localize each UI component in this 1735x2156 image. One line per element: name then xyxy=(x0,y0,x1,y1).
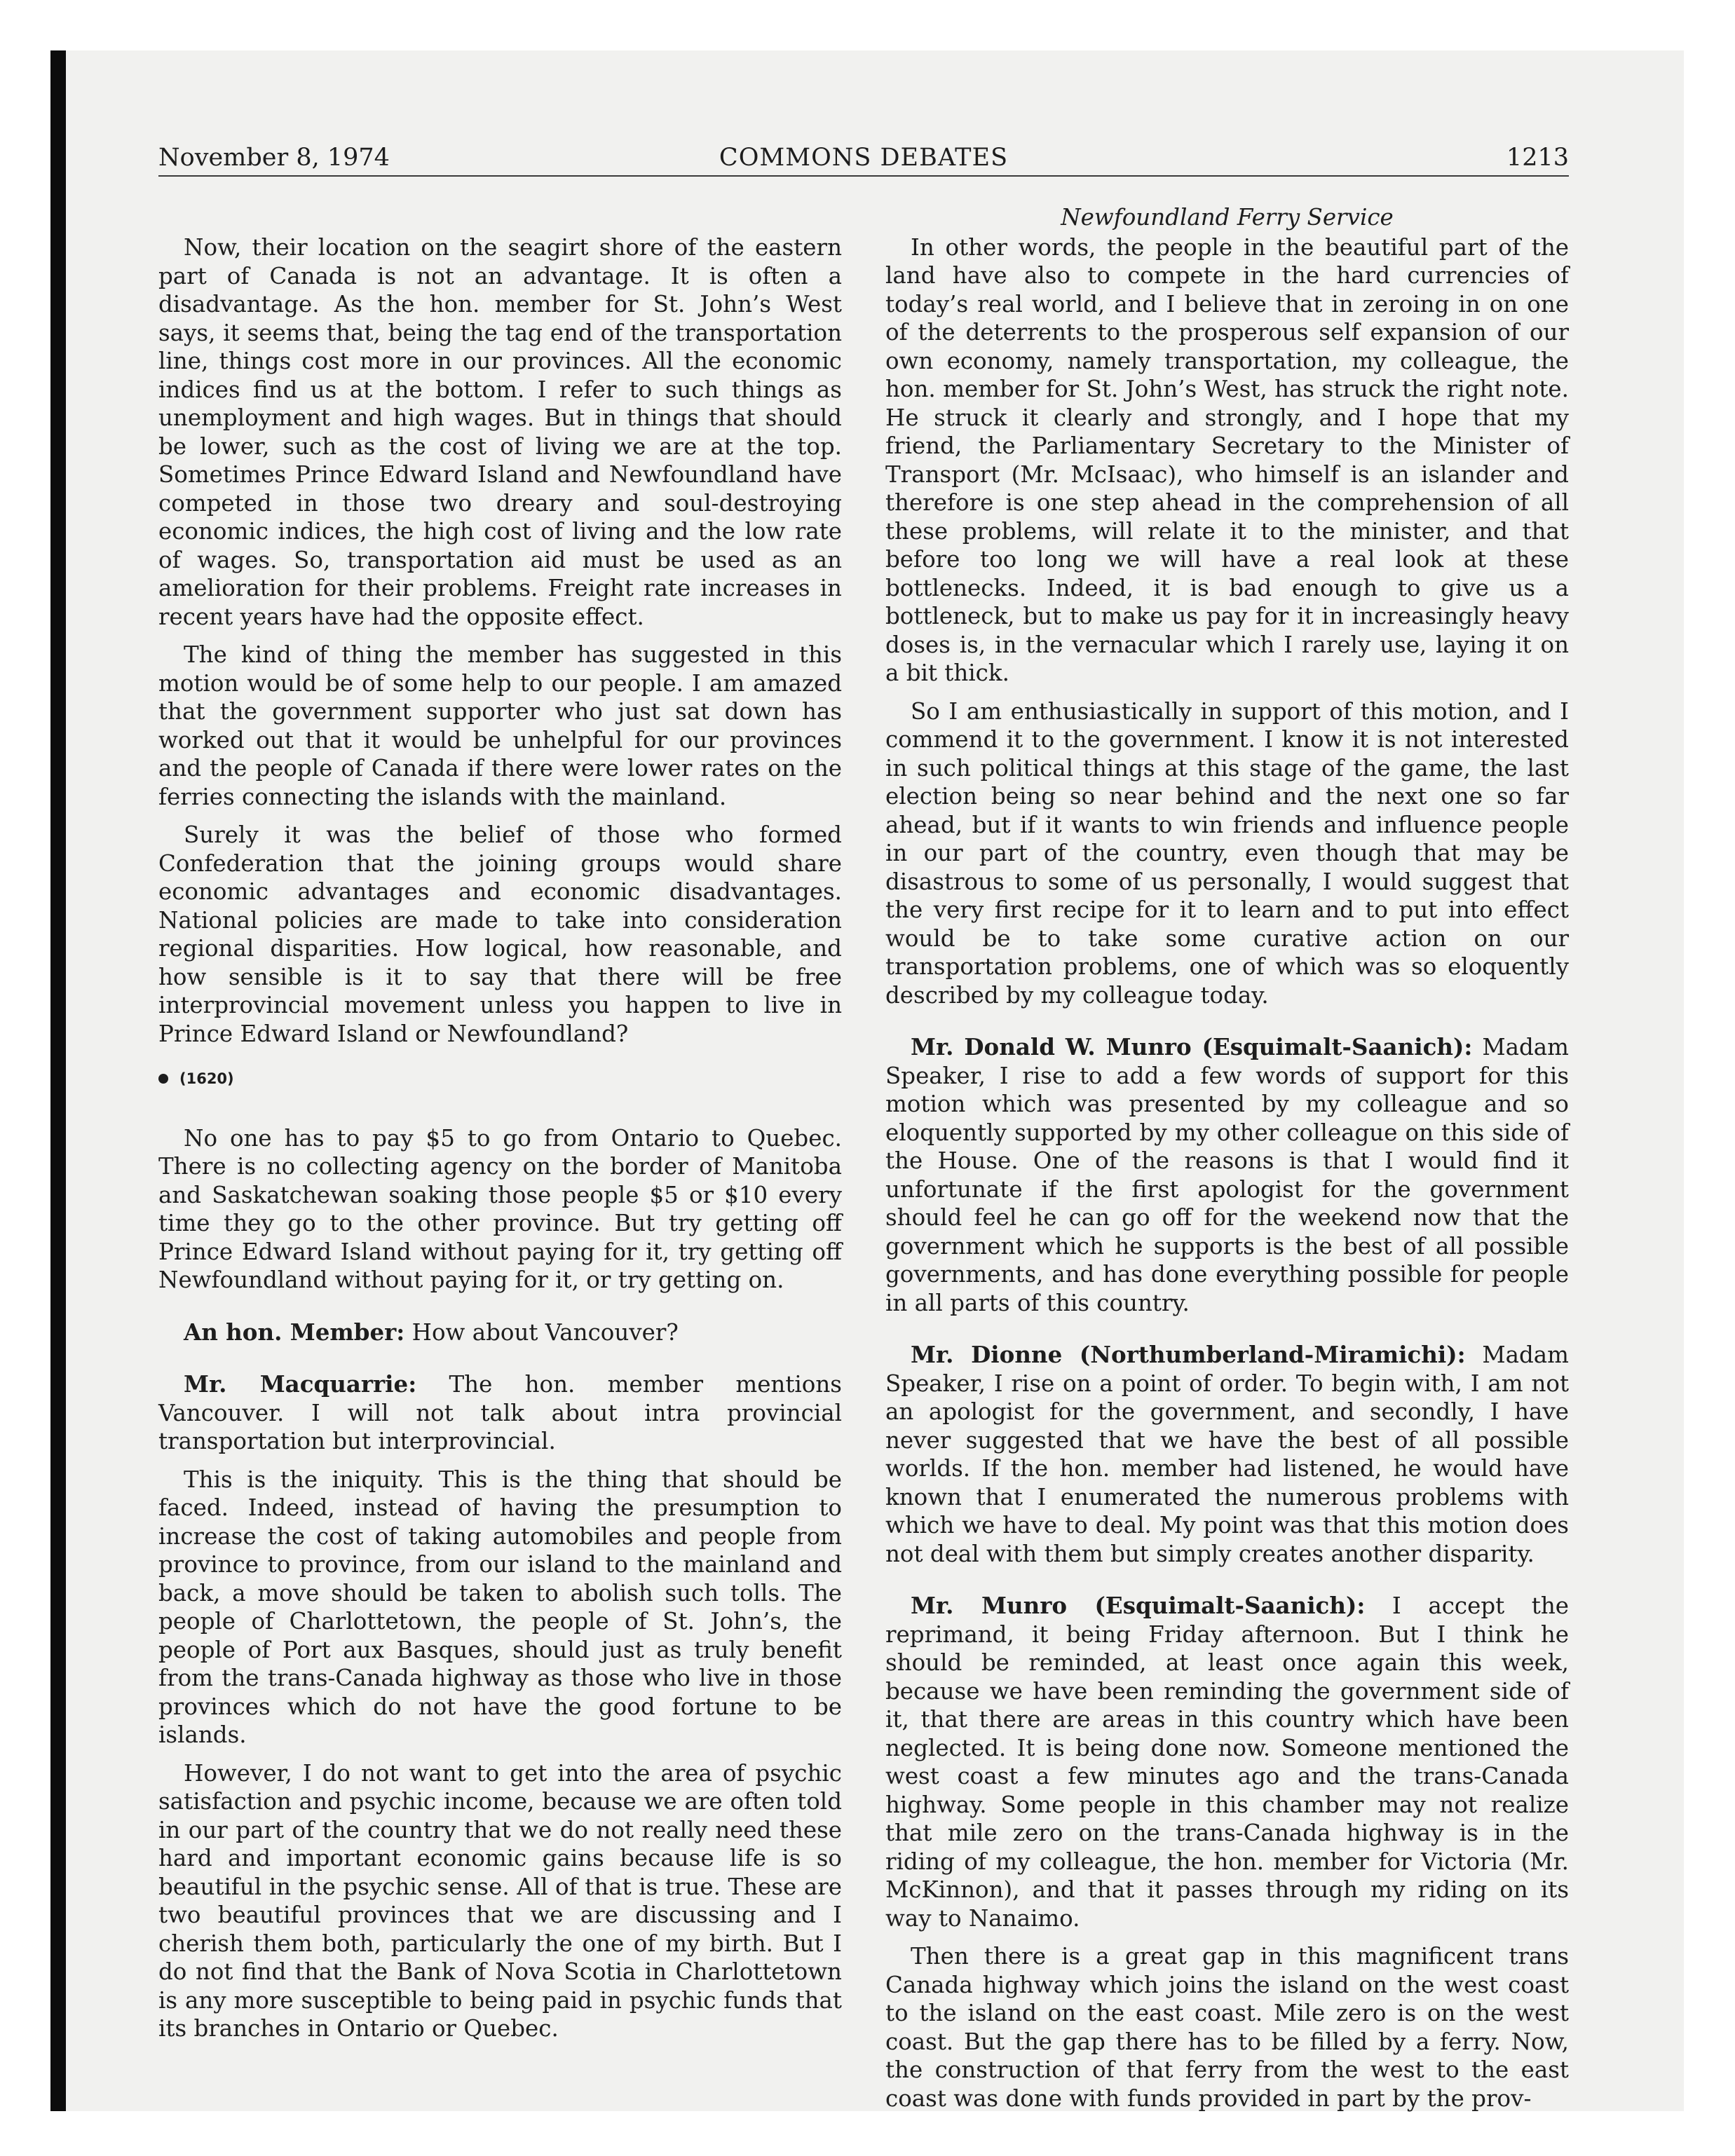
paragraph: No one has to pay $5 to go from Ontario to Quebec. There is no collecting agency on the border of Manitoba and Saskatchewan soaking those people $5 or $10 every time they go to the other province. But try getting off Prince Edward Island without paying for it, try getting off Newfoundland without paying for it, or try getting on. xyxy=(158,1124,842,1293)
header-date: November 8, 1974 xyxy=(158,144,390,172)
header-title: COMMONS DEBATES xyxy=(719,144,1009,172)
page-header xyxy=(158,140,1569,177)
speech xyxy=(885,1592,1569,1932)
right-column xyxy=(885,203,1569,2122)
paragraph: The kind of thing the member has suggested in this motion would be of some help to our people. I am amazed that the government supporter who just sat down has worked out that it would be unhelpful for our provinces and the people of Canada if there were lower rates on the ferries connecting the islands with the mainland. xyxy=(158,641,842,810)
paragraph: Then there is a great gap in this magnificent trans Canada highway which joins the island on the west coast to the island on the east coast. Mile zero is on the west coast. But the gap there has to be filled by a ferry. Now, the construction of that ferry from the west to the east coast was done with funds provided in part by the prov- xyxy=(885,1943,1569,2112)
running-head: Newfoundland Ferry Service xyxy=(1061,204,1394,231)
left-column xyxy=(158,233,842,2053)
speaker-name: Mr. Munro (Esquimalt-Saanich): xyxy=(911,1592,1366,1619)
speech xyxy=(885,1341,1569,1568)
speech-text: I accept the reprimand, it being Friday afternoon. But I think he should be reminded, at least once again this week, because we have been reminding the government side of it, that there are areas in this country which have been neglected. It is being done now. Someone mentioned the west coast a few minutes ago and the trans-Canada highway. Some people in this chamber may not realize that mile zero on the trans-Canada highway is in the riding of my colleague, the hon. member for Victoria (Mr. McKinnon), and that it passes through my riding on its way to Nanaimo. xyxy=(885,1592,1569,1932)
paragraph: Now, their location on the seagirt shore of the eastern part of Canada is not an advantage. It is often a disadvantage. As the hon. member for St. John’s West says, it seems that, being the tag end of the transportation line, things cost more in our provinces. All the economic indices find us at the bottom. I refer to such things as unemployment and high wages. But in things that should be lower, such as the cost of living we are at the top. Sometimes Prince Edward Island and Newfoundland have competed in those two dreary and soul-destroying economic indices, the high cost of living and the low rate of wages. So, transportation aid must be used as an amelioration for their problems. Freight rate increases in recent years have had the opposite effect. xyxy=(158,234,842,630)
paragraph: So I am enthusiastically in support of this motion, and I commend it to the government. I know it is not interested in such political things at this stage of the game, the last election being so near behind and the next one so far ahead, but if it wants to win friends and influence people in our part of the country, even though that may be disastrous to some of us personally, I would suggest that the very first recipe for it to learn and to put into effect would be to take some curative action on our transportation problems, one of which was so eloquently described by my colleague today. xyxy=(885,697,1569,1009)
scan-edge-shadow xyxy=(50,50,66,2111)
page-number: 1213 xyxy=(1506,144,1569,172)
speaker-name: An hon. Member: xyxy=(184,1318,405,1346)
paragraph: Surely it was the belief of those who formed Confederation that the joining groups would share economic advantages and economic disadvantages. National policies are made to take into consideration regional disparities. How logical, how reasonable, and how sensible is it to say that there will be free interprovincial movement unless you happen to live in Prince Edward Island or Newfoundland? xyxy=(158,821,842,1047)
speech xyxy=(158,1370,842,1456)
speech-text: How about Vancouver? xyxy=(411,1318,679,1346)
paragraph: This is the iniquity. This is the thing that should be faced. Indeed, instead of having the presumption to increase the cost of taking automobiles and people from province to province, from our island to the mainland and back, a move should be taken to abolish such tolls. The people of Charlottetown, the people of St. John’s, the people of Port aux Basques, should just as truly benefit from the trans-Canada highway as those who live in those provinces which do not have the good fortune to be islands. xyxy=(158,1466,842,1748)
speech xyxy=(158,1318,842,1347)
time-marker xyxy=(158,1065,842,1093)
speaker-name: Mr. Macquarrie: xyxy=(184,1370,417,1398)
speech-text: Madam Speaker, I rise to add a few words of support for this motion which was presented by my colleague and so eloquently supported by my other colleague on this side of the House. One of the reasons is that I would find it unfortunate if the first apologist for the government should feel he can go off for the weekend now that the government which he supports is the best of all possible governments, and has done everything possible for people in all parts of this country. xyxy=(885,1034,1569,1316)
paragraph: In other words, the people in the beautiful part of the land have also to compete in the hard currencies of today’s real world, and I believe that in zeroing in on one of the deterrents to the prosperous self expansion of our own economy, namely transportation, my colleague, the hon. member for St. John’s West, has struck the right note. He struck it clearly and strongly, and I hope that my friend, the Parliamentary Secretary to the Minister of Transport (Mr. McIsaac), who himself is an islander and therefore is one step ahead in the comprehension of all these problems, will relate it to the minister, and that before too long we will have a real look at these bottlenecks. Indeed, it is bad enough to give us a bottleneck, but to make us pay for it in increasingly heavy doses is, in the vernacular which I rarely use, laying it on a bit thick. xyxy=(885,233,1569,686)
speaker-name: Mr. Donald W. Munro (Esquimalt-Saanich): xyxy=(911,1033,1473,1060)
speech xyxy=(885,1033,1569,1317)
speech-text: Madam Speaker, I rise on a point of order. To begin with, I am not an apologist for the government, and secondly, I have never suggested that we have the best of all possible worlds. If the hon. member had listened, he would have known that I enumerated the numerous problems with which we have to deal. My point was that this motion does not deal with them but simply creates another disparity. xyxy=(885,1342,1569,1567)
bullet-icon xyxy=(158,1074,168,1084)
speech-text: The hon. member mentions Vancouver. I will not talk about intra provincial transportation but interprovincial. xyxy=(158,1371,842,1454)
paragraph: However, I do not want to get into the area of psychic satisfaction and psychic income, because we are often told in our part of the country that we do not really need these hard and important economic gains because life is so beautiful in the psychic sense. All of that is true. These are two beautiful provinces that we are discussing and I cherish them both, particularly the one of my birth. But I do not find that the Bank of Nova Scotia in Charlottetown is any more susceptible to being paid in psychic funds that its branches in Ontario or Quebec. xyxy=(158,1759,842,2042)
time-marker-text: (1620) xyxy=(179,1070,234,1087)
speaker-name: Mr. Dionne (Northumberland-Miramichi): xyxy=(911,1341,1466,1368)
